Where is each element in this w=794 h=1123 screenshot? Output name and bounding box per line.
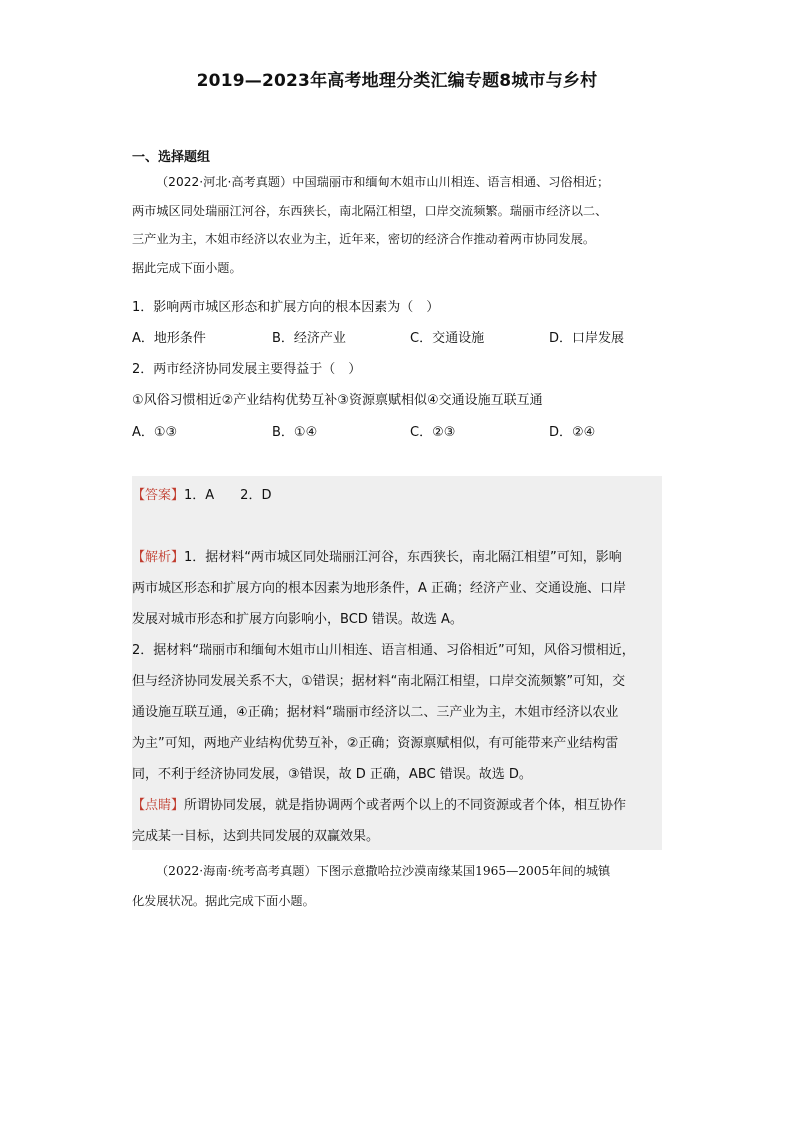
analysis-line-1: 【解析】1．据材料“两市城区同处瑞丽江河谷，东西狭长，南北隔江相望”可知，影响 <box>132 550 622 565</box>
analysis-tag: 【解析】 <box>132 550 185 565</box>
answer-text: 1．A 2．D <box>184 488 272 503</box>
page-title: 2019—2023年高考地理分类汇编专题8城市与乡村 <box>196 71 598 91</box>
q1-option-a[interactable]: A．地形条件 <box>132 331 206 346</box>
outro-line-2: 化发展状况。据此完成下面小题。 <box>132 894 315 908</box>
analysis-line-5: 但与经济协同发展关系不大，①错误；据材料“南北隔江相望，口岸交流频繁”可知，交 <box>132 674 626 689</box>
question-1-stem: 1．影响两市城区形态和扩展方向的根本因素为（ ） <box>132 300 440 315</box>
analysis-line-8: 同，不利于经济协同发展，③错误，故 D 正确，ABC 错误。故选 D。 <box>132 767 532 782</box>
analysis-line-2: 两市城区形态和扩展方向的根本因素为地形条件，A 正确；经济产业、交通设施、口岸 <box>132 581 627 596</box>
intro-line-2: 两市城区同处瑞丽江河谷，东西狭长，南北隔江相望，口岸交流频繁。瑞丽市经济以二、 <box>132 203 608 218</box>
outro-line-1: （2022·海南·统考高考真题）下图示意撒哈拉沙漠南缘某国1965—2005年间的城镇 <box>156 864 611 878</box>
section-heading: 一、选择题组 <box>132 150 211 165</box>
analysis-line-6: 通设施互联互通，④正确；据材料“瑞丽市经济以二、三产业为主，木姐市经济以农业 <box>132 705 619 720</box>
answer-line <box>132 484 271 503</box>
question-2-stem: 2．两市经济协同发展主要得益于（ ） <box>132 362 362 377</box>
q1-option-d[interactable]: D．口岸发展 <box>549 331 625 346</box>
outro-source: （2022·海南·统考高考真题） <box>156 864 317 878</box>
q2-option-d[interactable]: D．②④ <box>549 425 596 440</box>
intro-line-1: （2022·河北·高考真题）中国瑞丽市和缅甸木姐市山川相连、语言相通、习俗相近； <box>156 175 610 189</box>
intro-line-4: 据此完成下面小题。 <box>132 260 242 275</box>
intro-source: （2022·河北·高考真题） <box>156 175 293 189</box>
tip-line-2: 完成某一目标，达到共同发展的双赢效果。 <box>132 829 380 844</box>
q2-option-c[interactable]: C．②③ <box>410 425 456 440</box>
q1-option-c[interactable]: C．交通设施 <box>410 331 485 346</box>
analysis-line-7: 为主”可知，两地产业结构优势互补，②正确；资源禀赋相似，有可能带来产业结构雷 <box>132 736 619 751</box>
intro-line-3: 三产业为主，木姐市经济以农业为主，近年来，密切的经济合作推动着两市协同发展。 <box>132 232 596 246</box>
analysis-line-3: 发展对城市形态和扩展方向影响小，BCD 错误。故选 A。 <box>132 612 463 627</box>
q2-option-b[interactable]: B．①④ <box>272 425 318 440</box>
intro-passage <box>132 168 672 282</box>
answer-panel <box>132 476 662 850</box>
tip-line-1: 【点睛】所谓协同发展，就是指协调两个或者两个以上的不同资源或者个体，相互协作 <box>132 798 627 813</box>
answer-tag: 【答案】 <box>132 488 185 503</box>
tip-tag: 【点睛】 <box>132 798 185 813</box>
question-2-items: ①风俗习惯相近②产业结构优势互补③资源禀赋相似④交通设施互联互通 <box>132 393 543 408</box>
next-passage <box>132 856 672 916</box>
analysis-line-4: 2．据材料“瑞丽市和缅甸木姐市山川相连、语言相通、习俗相近”可知，风俗习惯相近， <box>132 643 635 658</box>
q1-option-b[interactable]: B．经济产业 <box>272 331 346 346</box>
q2-option-a[interactable]: A．①③ <box>132 425 178 440</box>
